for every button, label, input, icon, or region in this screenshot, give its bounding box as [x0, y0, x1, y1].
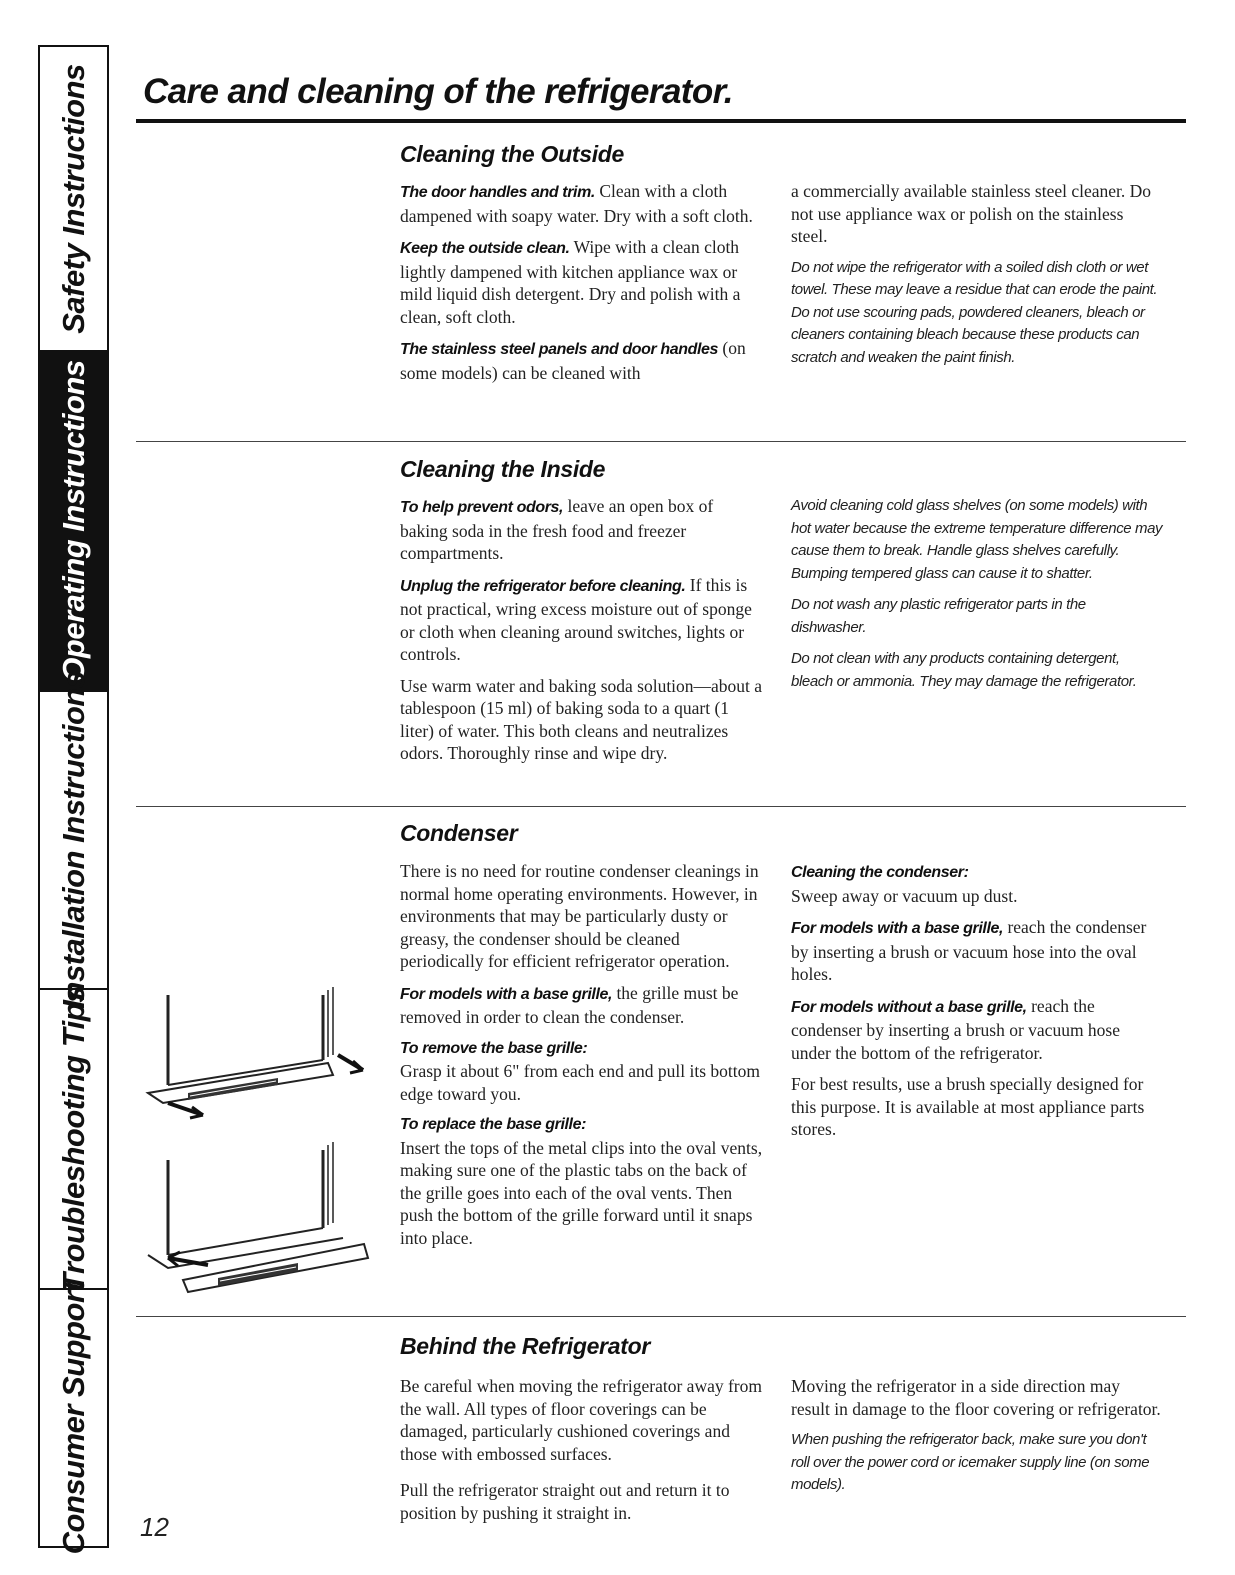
caution-note: Do not wipe the refrigerator with a soiled dish cloth or wet towel. These may leave a residue that can erode the paint. Do not use scouring pads, powdered cleaners, bleach or cleaners containing bleach because these products can scratch and weaken the paint finish. — [791, 258, 1158, 366]
title-rule — [136, 119, 1186, 123]
paragraph: To replace the base grille: Insert the tops of the metal clips into the oval vents, making sure one of the plastic tabs on the back of the grille goes into each of the oval vents. Then push the bottom of the grille forward until it snaps into place. — [400, 1114, 765, 1249]
page-number: 12 — [140, 1512, 169, 1542]
section-divider — [136, 1316, 1186, 1317]
tab-label: Consumer Support — [55, 1281, 91, 1555]
paragraph: Be careful when moving the refrigerator away from the wall. All types of floor coverings can be damaged, particularly cushioned coverings and those with embossed surfaces. — [400, 1376, 762, 1464]
paragraph: For models without a base grille, reach the condenser by inserting a brush or vacuum hose under the bottom of the refrigerator. — [791, 995, 1121, 1063]
paragraph: For models with a base grille, the grille must be removed in order to clean the condenser. — [400, 982, 739, 1027]
caution-note: When pushing the refrigerator back, make sure you don't roll over the power cord or icemaker supply line (on some models). — [791, 1431, 1150, 1493]
subheading: To remove the base grille: — [400, 1039, 588, 1057]
caution-note: Avoid cleaning cold glass shelves (on some models) with hot water because the extreme temperature difference may cause them to break. Handle glass shelves carefully. Bumping tempered glass can cause it to shatter. — [791, 497, 1163, 582]
caution-note: Do not clean with any products containing detergent, bleach or ammonia. They may damage the refrigerator. — [791, 650, 1137, 690]
subheading: To replace the base grille: — [400, 1116, 587, 1133]
behind-left-column — [400, 1375, 765, 1533]
paragraph: Keep the outside clean. Wipe with a clean cloth lightly dampened with kitchen appliance wax or mild liquid dish detergent. Dry and polish with a clean, soft cloth. — [400, 237, 741, 327]
caution-note: Do not wash any plastic refrigerator parts in the dishwasher. — [791, 596, 1086, 636]
tab-label: Safety Instructions — [55, 63, 91, 334]
paragraph: Use warm water and baking soda solution—about a tablespoon (15 ml) of baking soda to a quart (1 liter) of water. This both cleans and neutralizes odors. Thoroughly rinse and wipe dry. — [400, 675, 763, 763]
paragraph: Pull the refrigerator straight out and return it to position by pushing it straight in. — [400, 1480, 730, 1523]
condenser-right-column — [791, 862, 1163, 1150]
inside-right-column — [791, 495, 1163, 702]
paragraph: a commercially available stainless steel cleaner. Do not use appliance wax or polish on the stainless steel. — [791, 181, 1152, 246]
heading-cleaning-outside: Cleaning the Outside — [400, 141, 625, 167]
paragraph: The door handles and trim. Clean with a cloth dampened with soapy water. Dry with a soft cloth. — [400, 181, 753, 226]
outside-left-column — [400, 180, 765, 393]
paragraph: For best results, use a brush specially designed for this purpose. It is available at most appliance parts stores. — [791, 1074, 1145, 1139]
behind-right-column — [791, 1375, 1163, 1506]
paragraph: Moving the refrigerator in a side direction may result in damage to the floor covering or refrigerator. — [791, 1376, 1161, 1419]
paragraph: To remove the base grille: Grasp it about 6" from each end and pull its bottom edge toward you. — [400, 1038, 765, 1106]
page-title: Care and cleaning of the refrigerator. — [143, 72, 733, 111]
tab-label: Installation Instructions — [55, 671, 91, 1009]
tab-installation-instructions[interactable] — [40, 671, 107, 1009]
section-tabs — [38, 45, 109, 1555]
inside-left-column — [400, 495, 765, 774]
heading-cleaning-inside: Cleaning the Inside — [400, 456, 606, 482]
tab-label: Troubleshooting Tips — [55, 986, 91, 1292]
replace-grille-illustration — [128, 1140, 378, 1300]
heading-condenser: Condenser — [400, 820, 518, 846]
paragraph: For models with a base grille, reach the condenser by inserting a brush or vacuum hose into the oval holes. — [791, 917, 1147, 984]
condenser-left-column — [400, 860, 765, 1258]
section-divider — [136, 441, 1186, 442]
subheading: Cleaning the condenser: — [791, 864, 969, 881]
paragraph: There is no need for routine condenser cleanings in normal home operating environments. However, in environments that may be particularly dusty or greasy, the condenser should be cleaned periodically for efficient refrigerator operation. — [400, 861, 759, 971]
heading-behind-refrigerator: Behind the Refrigerator — [400, 1333, 650, 1359]
paragraph: To help prevent odors, leave an open box of baking soda in the fresh food and freezer compartments. — [400, 496, 714, 563]
tab-consumer-support[interactable] — [40, 1281, 107, 1555]
paragraph: The stainless steel panels and door handles (on some models) can be cleaned with — [400, 338, 746, 383]
outside-right-column — [791, 180, 1163, 378]
paragraph: Unplug the refrigerator before cleaning. If this is not practical, wring excess moisture out of sponge or cloth when cleaning around switches, lights or controls. — [400, 574, 752, 664]
paragraph: Cleaning the condenser: Sweep away or vacuum up dust. — [791, 862, 1163, 907]
tab-safety-instructions[interactable] — [40, 47, 107, 352]
tab-operating-instructions[interactable] — [40, 352, 107, 692]
tab-troubleshooting-tips[interactable] — [40, 986, 107, 1292]
remove-grille-illustration — [128, 975, 378, 1125]
section-divider — [136, 806, 1186, 807]
tab-label: Operating Instructions — [55, 360, 91, 682]
